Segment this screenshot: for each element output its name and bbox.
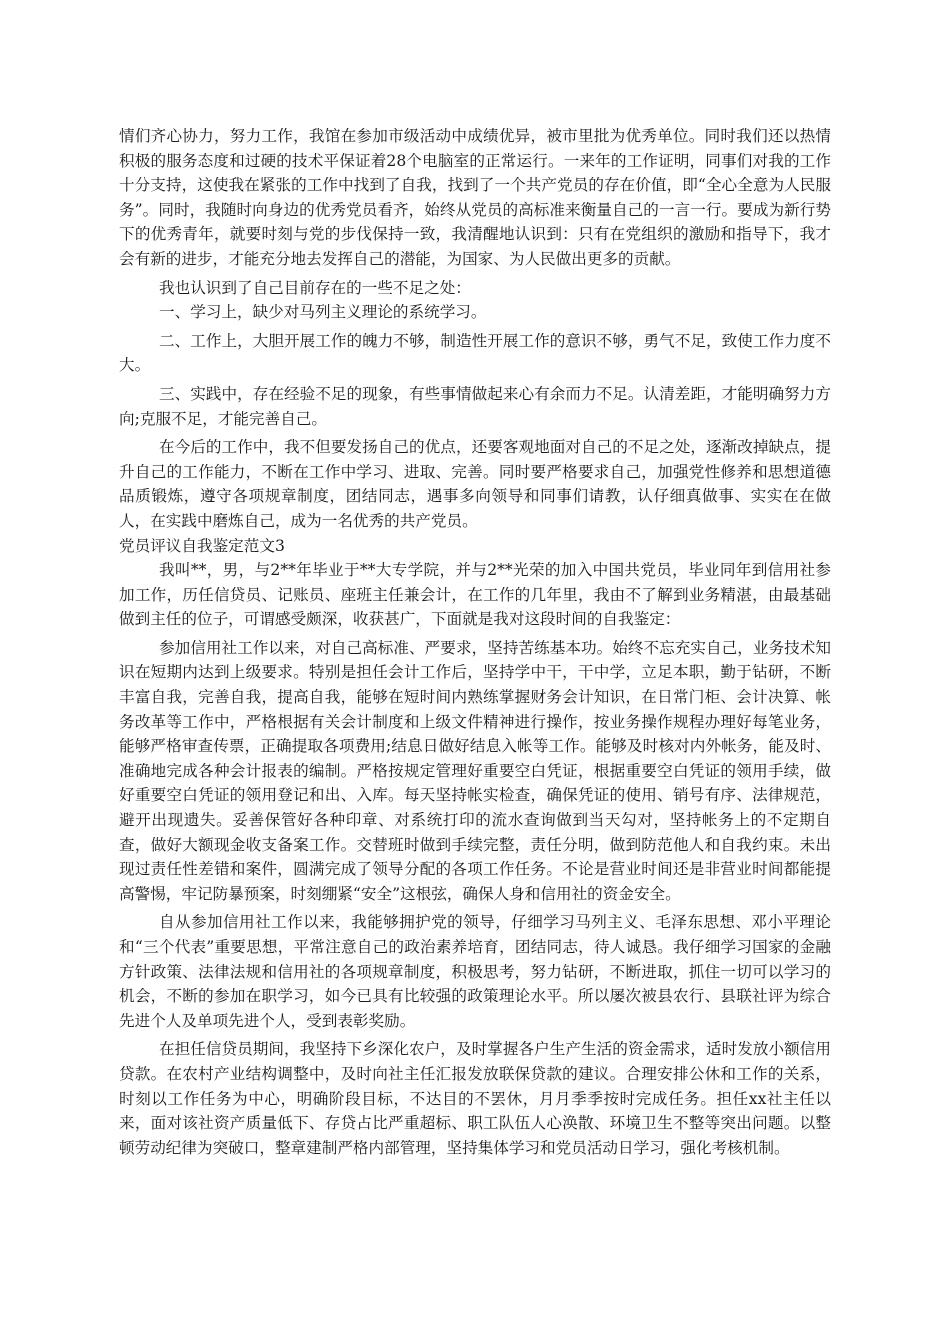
document-page [119, 124, 831, 1160]
paragraph-shortcomings-lead: 我也认识到了自己目前存在的一些不足之处： [159, 278, 471, 297]
paragraph-accounting-work: 参加信用社工作以来，对自己高标准、严要求，坚持苦练基本功。始终不忘充实自己，业务技术知识在短期内达到上级要求。特别是担任会计工作后，坚持学中干，干中学，立足本职，勤于钻研，不断丰富自我，完善自我，提高自我，能够在短时间内熟练掌握财务会计知识，在日常门柜、会计决算、帐务改革等工作中，严格根据有关会计制度和上级文件精神进行操作，按业务操作规程办理好每笔业务，能够严格审查传票，正确提取各项费用;结息日做好结息入帐等工作。能够及时核对内外帐务，能及时、准确地完成各种会计报表的编制。严格按规定管理好重要空白凭证，根据重要空白凭证的领用手续，做好重要空白凭证的领用登记和出、入库。每天坚持帐实检查，确保凭证的使用、销号有序、法律规范，避开出现遗失。妥善保管好各种印章、对系统打印的流水查询做到当天勾对，坚持帐务上的不定期自查，做好大额现金收支备案工作。交替班时做到手续完整，责任分明，做到防范他人和自我约束。未出现过责任性差错和案件，圆满完成了领导分配的各项工作任务。不论是营业时间还是非营业时间都能提高警惕，牢记防暴预案，时刻绷紧“安全”这根弦，确保人身和信用社的资金安全。 [119, 638, 831, 903]
paragraph-future-plan: 在今后的工作中，我不但要发扬自己的优点，还要客观地面对自己的不足之处，逐渐改掉缺点，提升自己的工作能力，不断在工作中学习、进取、完善。同时要严格要求自己，加强党性修养和思想道德品质锻炼，遵守各项规章制度，团结同志，遇事多向领导和同事们请教，认仔细真做事、实实在在做人，在实践中磨炼自己，成为一名优秀的共产党员。 [119, 438, 831, 530]
section-heading: 党员评议自我鉴定范文3 [119, 536, 285, 555]
paragraph-shortcoming-3: 三、实践中，存在经验不足的现象，有些事情做起来心有余而力不足。认清差距，才能明确努力方向;克服不足，才能完善自己。 [119, 384, 831, 428]
paragraph-shortcoming-2: 二、工作上，大胆开展工作的魄力不够，制造性开展工作的意识不够，勇气不足，致使工作力度不大。 [119, 331, 831, 375]
paragraph-shortcoming-1: 一、学习上，缺少对马列主义理论的系统学习。 [159, 303, 487, 322]
paragraph-self-intro: 我叫**，男，与2**年毕业于**大专学院，并与2**光荣的加入中国共党员，毕业同年到信用社参加工作，历任信贷员、记账员、座班主任兼会计，在工作的几年里，我由不了解到业务精湛，由最基础做到主任的位子，可谓感受颇深，收获甚广，下面就是我对这段时间的自我鉴定： [119, 561, 831, 629]
paragraph-intro: 情们齐心协力，努力工作，我馆在参加市级活动中成绩优异，被市里批为优秀单位。同时我们还以热情积极的服务态度和过硬的技术平保证着28个电脑室的正常运行。一来年的工作证明，同事们对我的工作十分支持，这使我在紧张的工作中找到了自我，找到了一个共产党员的存在价值，即“全心全意为人民服务”。同时，我随时向身边的优秀党员看齐，始终从党员的高标准来衡量自己的一言一行。要成为新行势下的优秀青年，就要时刻与党的步伐保持一致，我清醒地认识到：只有在党组织的激励和指导下，我才会有新的进步，才能充分地去发挥自己的潜能，为国家、为人民做出更多的贡献。 [119, 127, 831, 268]
paragraph-credit-work: 在担任信贷员期间，我坚持下乡深化农户，及时掌握各户生产生活的资金需求，适时发放小额信用贷款。在农村产业结构调整中，及时向社主任汇报发放联保贷款的建议。合理安排公休和工作的关系，时刻以工作任务为中心，明确阶段目标，不达目的不罢休，月月季季按时完成任务。担任xx社主任以来，面对该社资产质量低下、存贷占比严重超标、职工队伍人心涣散、环境卫生不整等突出问题。以整顿劳动纪律为突破口，整章建制严格内部管理，坚持集体学习和党员活动日学习，强化考核机制。 [119, 1040, 831, 1157]
paragraph-political-study: 自从参加信用社工作以来，我能够拥护党的领导，仔细学习马列主义、毛泽东思想、邓小平理论和“三个代表”重要思想，平常注意自己的政治素养培育，团结同志，待人诚恳。我仔细学习国家的金融方针政策、法律法规和信用社的各项规章制度，积极思考，努力钻研，不断进取，抓住一切可以学习的机会，不断的参加在职学习，如今已具有比较强的政策理论水平。所以屡次被县农行、县联社评为综合先进个人及单项先进个人，受到表彰奖励。 [119, 913, 831, 1030]
